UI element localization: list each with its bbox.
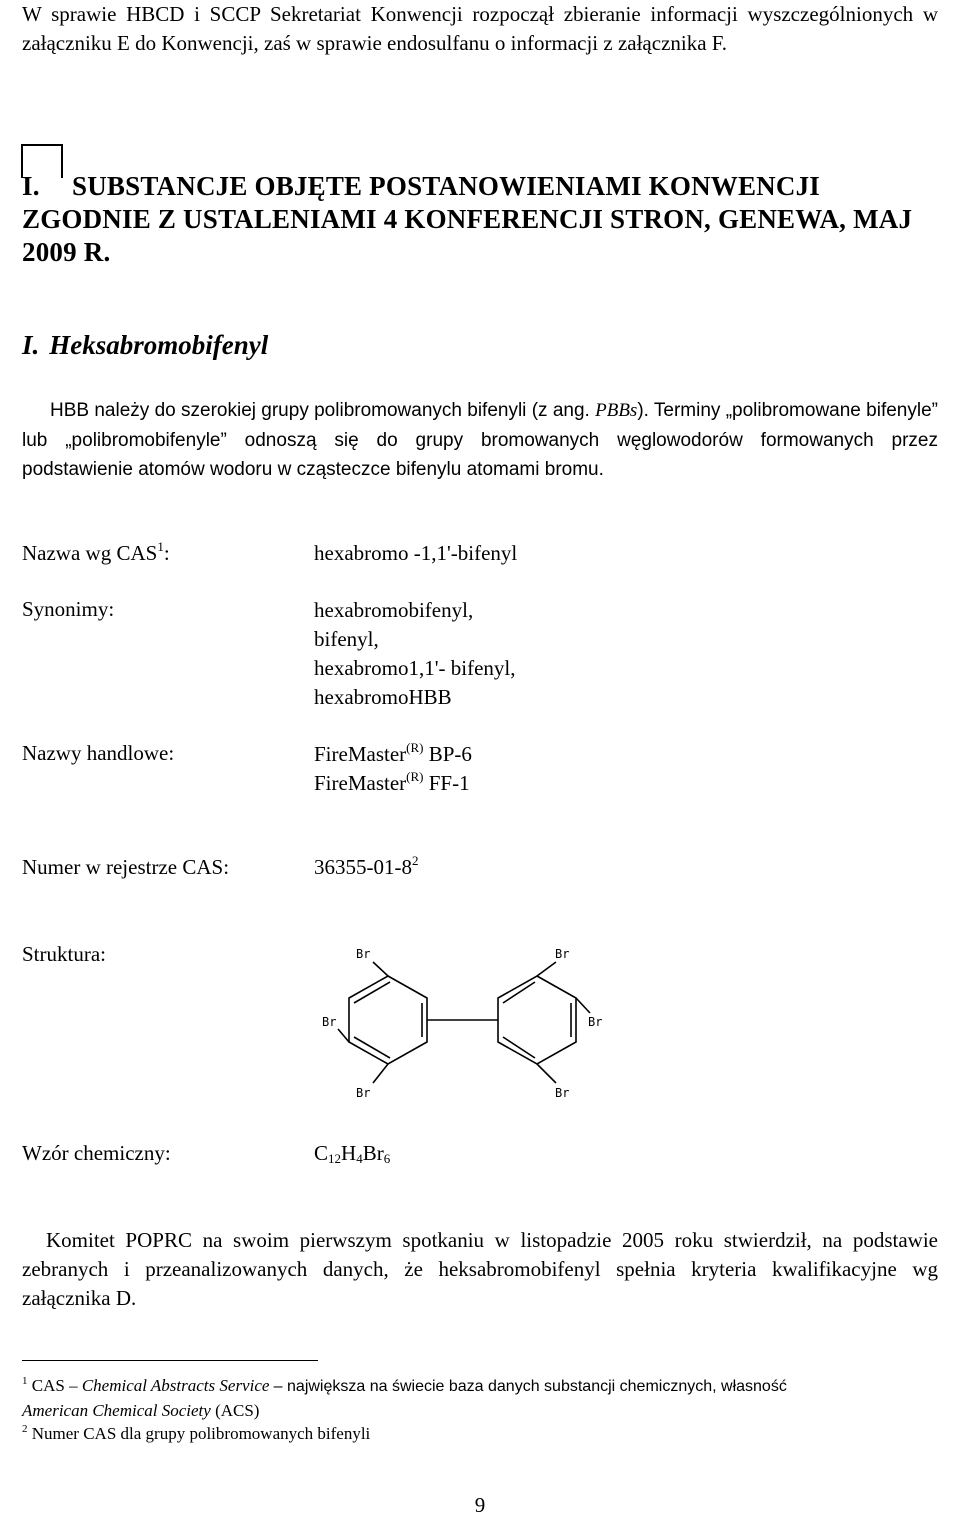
synonym-item: hexabromo1,1'- bifenyl, bbox=[314, 656, 516, 680]
br-atom-label: Br bbox=[322, 1015, 337, 1029]
synonym-item: bifenyl, bbox=[314, 627, 379, 651]
formula-label: Wzór chemiczny: bbox=[22, 1141, 171, 1165]
footnote-1: $^1$ CAS – Chemical Abstracts Service – największa na świecie baza danych substancji chemicznych, własność American Chemical Society (ACS) bbox=[22, 1375, 787, 1420]
br-atom-label: Br bbox=[555, 1086, 570, 1100]
cas-number-label: Numer w rejestrze CAS: bbox=[22, 855, 230, 879]
trade-names-list bbox=[314, 740, 472, 798]
subsection-number: I. bbox=[22, 330, 40, 360]
synonym-item: hexabromobifenyl, bbox=[314, 598, 474, 622]
br-atom-label: Br bbox=[555, 947, 570, 961]
trade-name-item: FireMaster$^{(R)}$ BP-6 bbox=[314, 740, 472, 766]
section-number: I. bbox=[22, 171, 40, 201]
intro-paragraph: W sprawie HBCD i SCCP Sekretariat Konwencji rozpoczął zbieranie informacji wyszczególnionych w załączniku E do Konwencji, zaś w sprawie endosulfanu o informacji z załącznika F. bbox=[22, 2, 938, 55]
trade-names-label: Nazwy handlowe: bbox=[22, 741, 175, 765]
section-heading bbox=[22, 170, 940, 269]
section-title: SUBSTANCJE OBJĘTE POSTANOWIENIAMI KONWENCJI ZGODNIE Z USTALENIAMI 4 KONFERENCJI STRON, GENEWA, MAJ 2009 R. bbox=[22, 171, 913, 267]
footnote-separator bbox=[22, 1360, 318, 1361]
synonym-item: hexabromoHBB bbox=[314, 685, 452, 709]
cas-number-value: $36355-01-8^2$ bbox=[314, 853, 419, 879]
br-atom-label: Br bbox=[588, 1015, 603, 1029]
synonyms-label: Synonimy: bbox=[22, 597, 115, 621]
hbb-description: HBB należy do szerokiej grupy polibromowanych bifenyli (z ang. PBBs). Terminy „polibromowane bifenyle” lub „polibromobifenyle” odnoszą się do grupy bromowanych węglowodorów formowanych przez podstawienie atomów wodoru w cząsteczce bifenylu atomami bromu. bbox=[22, 400, 938, 480]
subsection-title: Heksabromobifenyl bbox=[49, 330, 269, 360]
cas-name-value: hexabromo -1,1'-bifenyl bbox=[314, 541, 518, 565]
pbbs-abbr: PBBs bbox=[595, 400, 638, 421]
poprc-conclusion: Komitet POPRC na swoim pierwszym spotkaniu w listopadzie 2005 roku stwierdził, na podstawie zebranych i przeanalizowanych danych, że heksabromobifenyl spełnia kryteria kwalifikacyjne wg załącznika D. bbox=[22, 1228, 938, 1310]
subsection-heading bbox=[22, 330, 268, 361]
page-number: 9 bbox=[474, 1493, 486, 1517]
structure-bonds bbox=[338, 962, 590, 1083]
footnote-2: $^2$ Numer CAS dla grupy polibromowanych bifenyli bbox=[22, 1423, 371, 1443]
trade-name-item: FireMaster$^{(R)}$ FF-1 bbox=[314, 769, 470, 795]
structure-label: Struktura: bbox=[22, 942, 106, 966]
chemical-formula: $C_{12}H_4Br_6$ bbox=[314, 1141, 391, 1166]
synonyms-list bbox=[314, 596, 515, 712]
cas-name-label: Nazwa wg CAS$^1$: bbox=[22, 539, 170, 565]
br-atom-label: Br bbox=[356, 1086, 371, 1100]
br-atom-label: Br bbox=[356, 947, 371, 961]
hbb-structure-diagram bbox=[318, 940, 606, 1106]
